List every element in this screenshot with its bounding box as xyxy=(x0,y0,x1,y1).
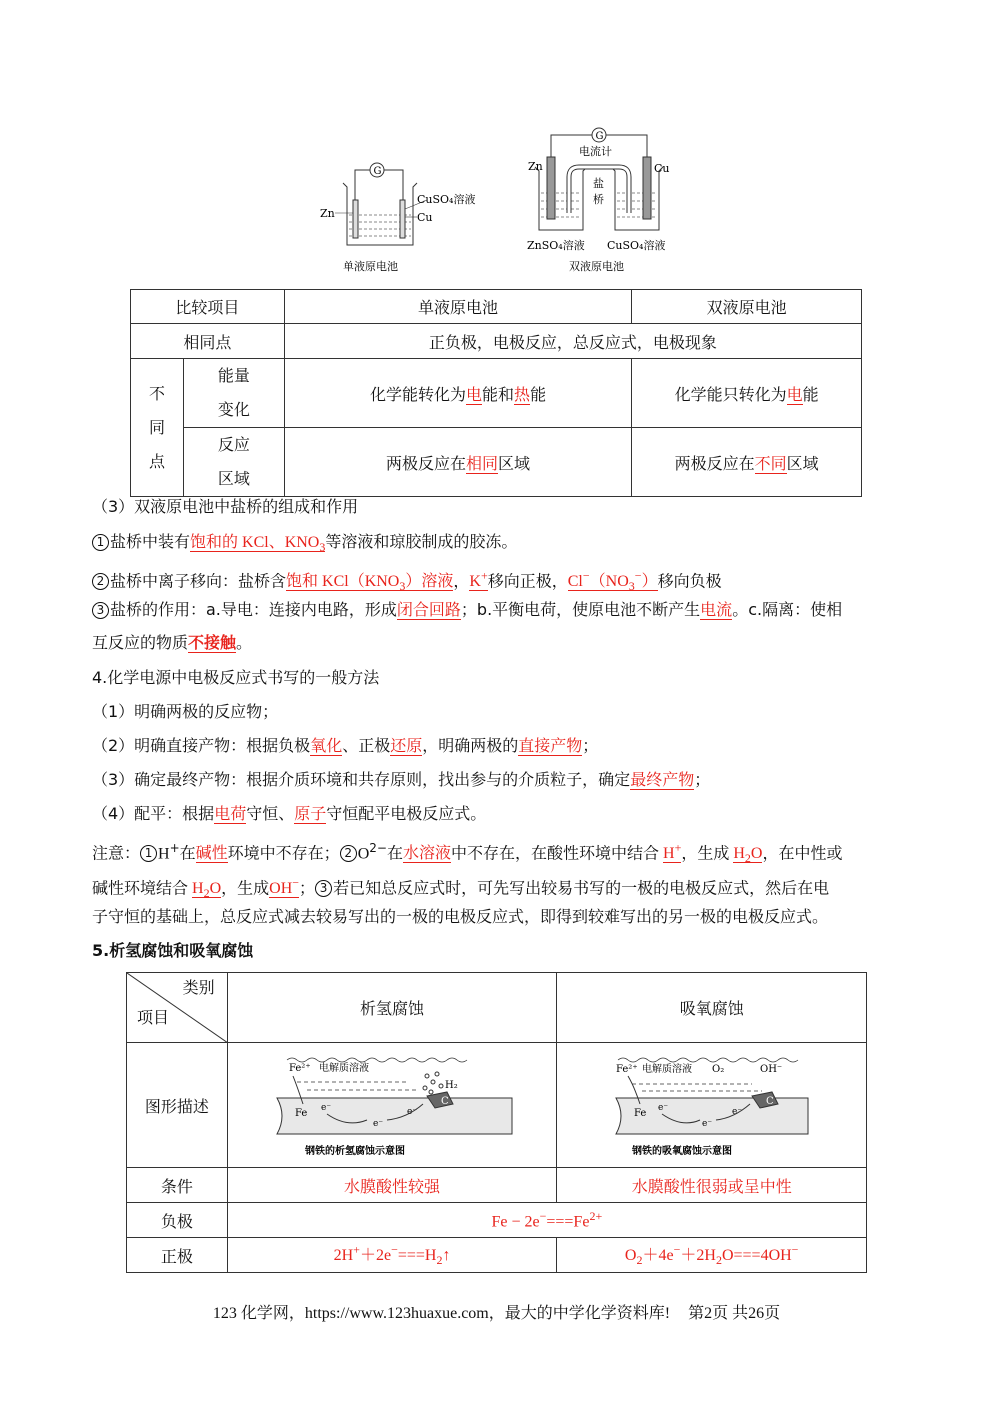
o2-label: O₂ xyxy=(711,1064,724,1075)
zn-label: Zn xyxy=(320,207,335,220)
same-value: 正负极，电极反应，总反应式，电极现象 xyxy=(284,324,861,359)
positive-h2-equation: $2H^++2e^-===H_2↑$ xyxy=(227,1238,557,1273)
energy-single: 化学能转化为电能和热能 xyxy=(284,359,632,428)
electrolyte-label: 电解质溶液 xyxy=(319,1063,370,1074)
negative-label: 负极 xyxy=(127,1203,228,1238)
electrolyte-label: 电解质溶液 xyxy=(641,1064,692,1075)
meter-symbol: G xyxy=(595,131,604,142)
step-1: （1）明确两极的反应物； xyxy=(92,702,279,721)
page-number: 第2页 共26页 xyxy=(688,1305,781,1322)
znso4-label: ZnSO₄溶液 xyxy=(527,239,585,252)
e-label-3: e⁻ xyxy=(731,1107,742,1117)
fe2-label: Fe²⁺ xyxy=(289,1063,311,1074)
cell-comparison-table xyxy=(130,289,862,497)
fe-label: Fe xyxy=(295,1108,308,1119)
region-label: 反应 区域 xyxy=(183,428,284,497)
e-label-2: e⁻ xyxy=(701,1119,712,1129)
diff-label: 不 同 点 xyxy=(131,359,184,497)
h2-label: H₂ xyxy=(445,1080,458,1091)
e-label-1: e⁻ xyxy=(657,1103,668,1113)
o2-corrosion-figure xyxy=(557,1043,867,1168)
c-label: C xyxy=(765,1096,774,1107)
header-item: 比较项目 xyxy=(131,290,285,324)
footer xyxy=(0,1300,993,1323)
section-4-heading: 4.化学电源中电极反应式书写的一般方法 xyxy=(92,668,380,687)
condition-o2: 水膜酸性很弱或呈中性 xyxy=(557,1168,867,1203)
cuso4-label: CuSO₄溶液 xyxy=(417,193,476,206)
single-cell-caption: 单液原电池 xyxy=(343,260,398,273)
double-cell-caption: 双液原电池 xyxy=(569,260,624,273)
e-label-2: e⁻ xyxy=(373,1119,384,1129)
positive-label: 正极 xyxy=(127,1238,228,1273)
negative-equation: $Fe - 2e^-===Fe^{2+}$ xyxy=(227,1203,866,1238)
step-2: （2）明确直接产物：根据负极氧化、正极还原，明确两极的直接产物； xyxy=(92,736,599,755)
header-h2-corrosion: 析氢腐蚀 xyxy=(227,973,557,1043)
corrosion-table xyxy=(126,972,867,1273)
cu-label: Cu xyxy=(417,211,433,224)
energy-double: 化学能只转化为电能 xyxy=(632,359,862,428)
condition-label: 条件 xyxy=(127,1168,228,1203)
note-line-1: 注意： 1 H+在碱性环境中不存在； 2 $O^{2-}$在水溶液中不存在，在酸性环境中结合 H+，生成 $H_2O$，在中性或 xyxy=(92,841,843,866)
section-5-heading: 5.析氢腐蚀和吸氧腐蚀 xyxy=(92,941,254,960)
h2-corrosion-figure xyxy=(227,1043,557,1168)
condition-h2: 水膜酸性较强 xyxy=(227,1168,557,1203)
salt-bridge-point-3: 3 盐桥的作用：a.导电：连接内电路，形成闭合回路；b.平衡电荷，使原电池不断产生电流。c.隔离：使相 xyxy=(92,599,907,621)
cuso4-label: CuSO₄溶液 xyxy=(607,239,666,252)
bridge-label-1: 盐 xyxy=(593,177,604,190)
bridge-label-2: 桥 xyxy=(593,193,604,206)
header-double: 双液原电池 xyxy=(632,290,862,324)
figure-label: 图形描述 xyxy=(127,1043,228,1168)
o2-figure-caption: 钢铁的吸氧腐蚀示意图 xyxy=(631,1146,732,1157)
e-label-3: e⁻ xyxy=(407,1107,418,1117)
salt-bridge-point-3-cont: 互反应的物质不接触。 xyxy=(92,633,253,652)
energy-label: 能量 变化 xyxy=(183,359,284,428)
fe2-label: Fe²⁺ xyxy=(615,1064,638,1075)
positive-o2-equation: $O_2+4e^-+2H_2O===4OH^-$ xyxy=(557,1238,867,1273)
same-label: 相同点 xyxy=(131,324,285,359)
region-single: 两极反应在相同区域 xyxy=(284,428,632,497)
salt-bridge-point-2: 2 盐桥中离子移向：盐桥含饱和 $KCl(KNO_3)$溶液，K+移向正极，$Cl^-(NO_3^-)$移向负极 xyxy=(92,565,907,598)
note-line-2: 碱性环境结合 $H_2O$，生成OH−； 3 若已知总反应式时，可先写出较易书写的一极的电极反应式，然后在电 xyxy=(92,876,830,901)
zn-label: Zn xyxy=(528,160,543,173)
footer-text: 123 化学网，https://www.123huaxue.com，最大的中学化学资料库! xyxy=(212,1305,671,1322)
header-o2-corrosion: 吸氧腐蚀 xyxy=(557,973,867,1043)
salt-bridge-point-1: 1 盐桥中装有饱和的 KCl、$KNO_3$等溶液和琼胶制成的胶冻。 xyxy=(92,531,907,558)
oh-label: OH⁻ xyxy=(759,1064,782,1075)
double-cell-figure xyxy=(525,125,685,275)
single-cell-figure xyxy=(315,155,485,275)
meter-symbol: G xyxy=(373,166,382,177)
cu-label: Cu xyxy=(654,162,670,175)
header-single: 单液原电池 xyxy=(284,290,632,324)
diagonal-header: 类别 项目 xyxy=(127,973,228,1043)
meter-label: 电流计 xyxy=(579,145,612,158)
c-label: C xyxy=(441,1096,449,1107)
h2-figure-caption: 钢铁的析氢腐蚀示意图 xyxy=(305,1146,406,1157)
fe-label: Fe xyxy=(633,1108,646,1119)
e-label-1: e⁻ xyxy=(321,1103,332,1113)
note-line-3: 子守恒的基础上，总反应式减去较易写出的一极的电极反应式，即得到较难写出的另一极的电极反应式。 xyxy=(92,907,829,926)
step-3: （3）确定最终产物：根据介质环境和共存原则，找出参与的介质粒子，确定最终产物； xyxy=(92,770,711,789)
salt-bridge-heading: （3）双液原电池中盐桥的组成和作用 xyxy=(92,497,359,516)
region-double: 两极反应在不同区域 xyxy=(632,428,862,497)
step-4: （4）配平：根据电荷守恒、原子守恒配平电极反应式。 xyxy=(92,804,487,823)
